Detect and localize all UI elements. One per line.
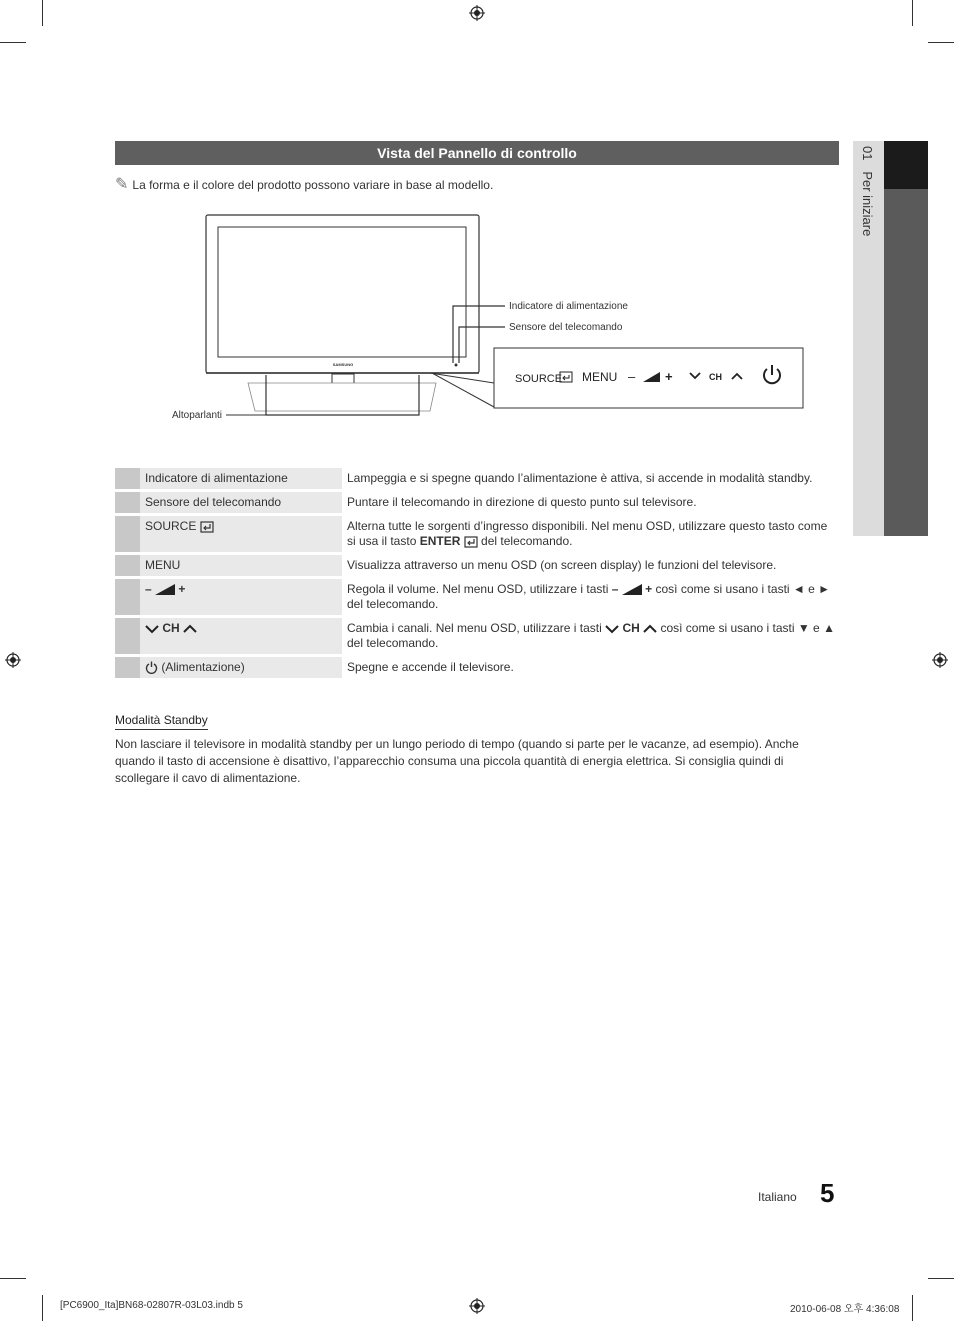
- power-indicator-dot: [455, 364, 458, 367]
- print-slug-date: 2010-06-08 오후 4:36:08: [790, 1304, 900, 1315]
- row-marker: [115, 657, 140, 678]
- row-desc: [342, 516, 839, 552]
- side-tab-dark: [884, 141, 928, 536]
- enter-key-label: ENTER: [419, 534, 461, 548]
- crop-mark: [928, 42, 954, 43]
- desc-part: Regola il volume. Nel menu OSD, utilizzare i tasti: [347, 582, 612, 596]
- row-marker: [115, 618, 140, 654]
- row-marker: [115, 468, 140, 489]
- panel-plus: +: [665, 369, 673, 384]
- desc-part: Cambia i canali. Nel menu OSD, utilizzare i tasti: [347, 621, 606, 635]
- desc-part: così come si usano i tasti ▼ e ▲: [657, 621, 835, 635]
- crop-mark: [912, 0, 913, 26]
- ch-label: CH: [622, 621, 640, 635]
- volume-plus: +: [178, 582, 186, 596]
- source-label: SOURCE: [145, 519, 197, 533]
- standby-heading: Modalità Standby: [115, 713, 208, 730]
- chevron-up-icon: [643, 624, 657, 634]
- chevron-down-icon: [145, 624, 159, 634]
- row-marker: [115, 579, 140, 615]
- table-row: [115, 468, 839, 489]
- crop-mark: [928, 1278, 954, 1279]
- volume-minus: –: [145, 582, 152, 596]
- crop-mark: [0, 42, 26, 43]
- row-name: [140, 516, 342, 552]
- ch-label: CH: [162, 621, 180, 635]
- panel-minus: –: [628, 369, 636, 384]
- chevron-up-icon: [183, 624, 197, 634]
- chapter-number: 01: [860, 146, 875, 161]
- panel-menu: MENU: [582, 370, 618, 384]
- table-row: [115, 579, 839, 615]
- registration-mark-icon: [469, 1298, 485, 1314]
- row-desc: Visualizza attraverso un menu OSD (on screen display) le funzioni del televisore.: [347, 558, 777, 572]
- row-name: [140, 657, 342, 678]
- row-name: MENU: [140, 555, 342, 576]
- desc-part: così come si usano i tasti ◄ e ►: [652, 582, 830, 596]
- row-desc: Puntare il telecomando in direzione di questo punto sul televisore.: [347, 495, 697, 509]
- table-row: [115, 516, 839, 552]
- row-desc: Spegne e accende il televisore.: [347, 660, 514, 674]
- desc-part: Alterna tutte le sorgenti d’ingresso disponibili. Nel menu OSD, utilizzare questo tasto come si usa il tasto: [347, 519, 828, 548]
- volume-icon: [155, 584, 175, 595]
- row-name: Indicatore di alimentazione: [140, 468, 342, 489]
- chapter-title: Per iniziare: [860, 171, 875, 237]
- note: [115, 174, 493, 194]
- table-row: [115, 657, 839, 678]
- label-remote-sensor: Sensore del telecomando: [509, 322, 623, 333]
- row-name: [140, 618, 342, 654]
- table-row: [115, 555, 839, 576]
- side-tab-black: [884, 141, 928, 189]
- registration-mark-icon: [469, 5, 485, 21]
- tv-speaker-bar: [248, 383, 436, 411]
- note-text: La forma e il colore del prodotto possono variare in base al modello.: [132, 178, 494, 192]
- desc-part: del telecomando.: [347, 597, 439, 611]
- enter-icon: [200, 521, 214, 533]
- row-name: Sensore del telecomando: [140, 492, 342, 513]
- crop-mark: [42, 0, 43, 26]
- section-header: Vista del Pannello di controllo: [115, 141, 839, 165]
- registration-mark-icon: [5, 652, 21, 668]
- crop-mark: [42, 1295, 43, 1321]
- footer-language: Italiano: [758, 1190, 797, 1204]
- panel-source: SOURCE: [515, 373, 563, 385]
- row-desc: [342, 618, 839, 654]
- page-number: 5: [820, 1178, 835, 1208]
- row-marker: [115, 492, 140, 513]
- row-desc: Lampeggia e si spegne quando l’alimentazione è attiva, si accende in modalità standby.: [347, 471, 813, 485]
- registration-mark-icon: [932, 652, 948, 668]
- pencil-note-icon: ✎: [115, 176, 129, 193]
- volume-minus: –: [611, 582, 619, 596]
- desc-part: del telecomando.: [477, 534, 573, 548]
- row-desc: [342, 579, 839, 615]
- table-row: [115, 492, 839, 513]
- volume-icon: [622, 584, 642, 595]
- label-power-indicator: Indicatore di alimentazione: [509, 301, 628, 312]
- crop-mark: [912, 1295, 913, 1321]
- callout-line: [430, 373, 494, 383]
- tv-diagram: [160, 205, 820, 445]
- side-tab-label: [860, 146, 875, 236]
- row-name: [140, 579, 342, 615]
- chevron-down-icon: [605, 624, 619, 634]
- control-table: [115, 468, 839, 681]
- row-marker: [115, 516, 140, 552]
- tv-screen: [218, 227, 466, 357]
- power-icon: [145, 661, 158, 674]
- tv-brand: SAMSUNG: [332, 362, 354, 367]
- table-row: [115, 618, 839, 654]
- panel-ch: CH: [709, 372, 722, 382]
- power-label: (Alimentazione): [161, 660, 245, 674]
- crop-mark: [0, 1278, 26, 1279]
- desc-part: del telecomando.: [347, 636, 439, 650]
- label-speakers: Altoparlanti: [172, 410, 223, 421]
- enter-icon: [464, 536, 478, 548]
- volume-plus: +: [645, 582, 653, 596]
- row-marker: [115, 555, 140, 576]
- standby-paragraph: Non lasciare il televisore in modalità standby per un lungo periodo di tempo (quando si parte per le vacanze, ad esempio). Anche quando il tasto di accensione è disattivo, l’apparecchio consuma una piccola quantità di energia elettrica. Si consiglia quindi di scollegare il cavo di alimentazione.: [115, 737, 799, 785]
- print-slug-file: [PC6900_Ita]BN68-02807R-03L03.indb 5: [60, 1300, 243, 1311]
